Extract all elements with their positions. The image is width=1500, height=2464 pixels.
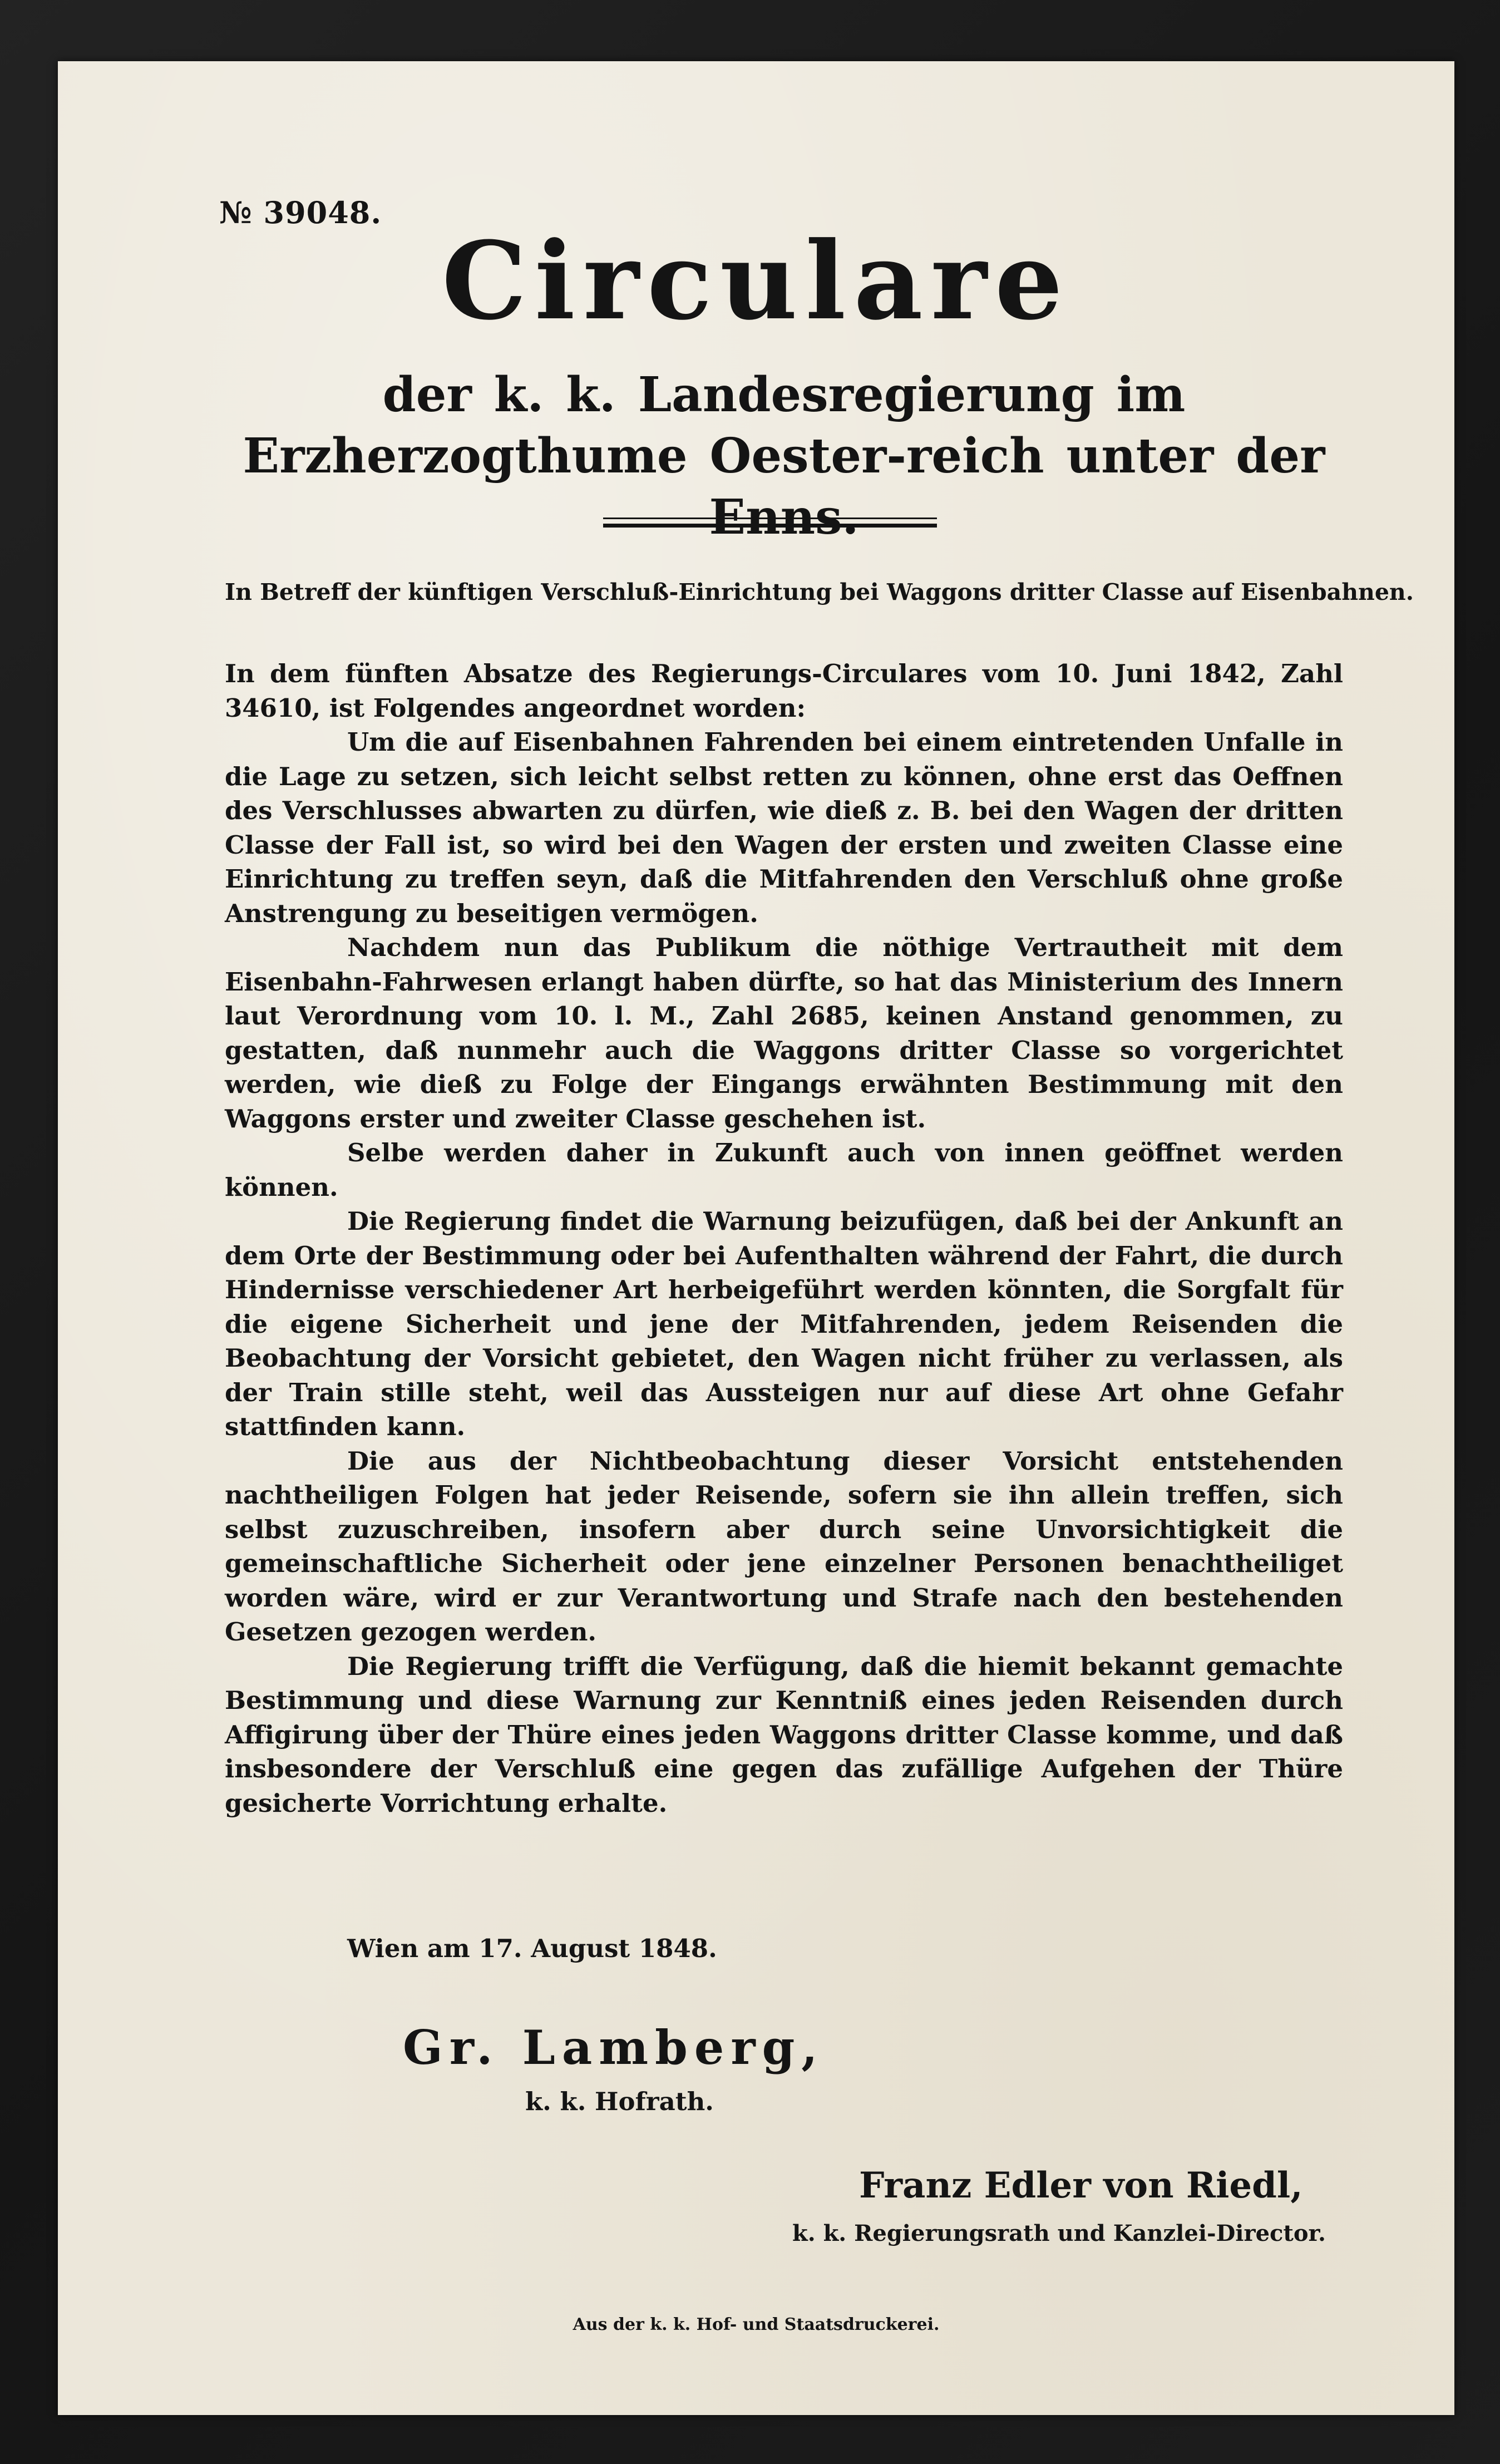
signatory-title: k. k. Hofrath. xyxy=(525,2087,714,2116)
body-paragraph: Um die auf Eisenbahnen Fahrenden bei einem eintretenden Unfalle in die Lage zu setzen, sich leicht selbst retten zu können, ohne erst das Oeffnen des Verschlusses abwarten zu dürfen, wie dieß z. B. bei den Wagen der dritten Classe der Fall ist, so wird bei den Wagen der ersten und zweiten Classe eine Einrichtung zu treffen seyn, daß die Mitfahrenden den Verschluß ohne große Anstrengung zu beseitigen vermögen. xyxy=(225,727,1343,928)
body-paragraph: Die aus der Nichtbeobachtung dieser Vorsicht entstehenden nachtheiligen Folgen hat jeder Reisende, sofern sie ihn allein treffen, sich selbst zuzuschreiben, insofern aber durch seine Unvorsichtigkeit die gemeinschaftliche Sicherheit oder jene einzelner Personen benachtheiliget worden wäre, wird er zur Verantwortung und Strafe nach den bestehenden Gesetzen gezogen werden. xyxy=(225,1446,1343,1647)
dateline: Wien am 17. August 1848. xyxy=(347,1934,717,1963)
document-title: Circulare xyxy=(441,219,1071,344)
body-paragraph: Selbe werden daher in Zukunft auch von innen geöffnet werden können. xyxy=(225,1138,1343,1202)
body-paragraph: Die Regierung trifft die Verfügung, daß die hiemit bekannt gemachte Bestimmung und diese Warnung zur Kenntniß eines jeden Reisenden durch Affigirung über der Thüre eines jeden Waggons dritter Classe komme, und daß insbesondere der Verschluß eine gegen das zufällige Aufgehen der Thüre gesicherte Vorrichtung erhalte. xyxy=(225,1651,1343,1818)
signatory-name: Gr. Lamberg, xyxy=(403,2020,825,2075)
issuing-authority: der k. k. Landesregierung im Erzherzogthume Oester-reich unter der Enns. xyxy=(243,367,1325,545)
title-divider xyxy=(603,518,937,528)
body-paragraph: Nachdem nun das Publikum die nöthige Vertrautheit mit dem Eisenbahn-Fahrwesen erlangt haben dürfte, so hat das Ministerium des Innern laut Verordnung vom 10. l. M., Zahl 2685, keinen Anstand genommen, zu gestatten, daß nunmehr auch die Waggons dritter Classe so vorgerichtet werden, wie dieß zu Folge der Eingangs erwähnten Bestimmung mit den Waggons erster und zweiter Classe geschehen ist. xyxy=(225,933,1343,1134)
countersignatory-name: Franz Edler von Riedl, xyxy=(859,2165,1303,2206)
body-paragraph: Die Regierung findet die Warnung beizufügen, daß bei der Ankunft an dem Orte der Bestimmung oder bei Aufenthalten während der Fahrt, die durch Hindernisse verschiedener Art herbeigeführt werden könnten, die Sorgfalt für die eigene Sicherheit und jene der Mitfahrenden, jedem Reisenden die Beobachtung der Vorsicht gebietet, den Wagen nicht früher zu verlassen, als der Train stille steht, weil das Aussteigen nur auf diese Art ohne Gefahr stattfinden kann. xyxy=(225,1206,1343,1441)
body-text xyxy=(225,657,1343,1820)
document-number: № 39048. xyxy=(219,195,382,230)
subject-line: In Betreff der künftigen Verschluß-Einrichtung bei Waggons dritter Classe auf Eisenbahnen. xyxy=(225,579,1414,605)
body-paragraph: In dem fünften Absatze des Regierungs-Circulares vom 10. Juni 1842, Zahl 34610, ist Folgendes angeordnet worden: xyxy=(225,659,1343,723)
circular-sheet xyxy=(58,61,1454,2415)
printer-imprint: Aus der k. k. Hof- und Staatsdruckerei. xyxy=(573,2315,940,2334)
countersignatory-title: k. k. Regierungsrath und Kanzlei-Director. xyxy=(792,2220,1326,2246)
